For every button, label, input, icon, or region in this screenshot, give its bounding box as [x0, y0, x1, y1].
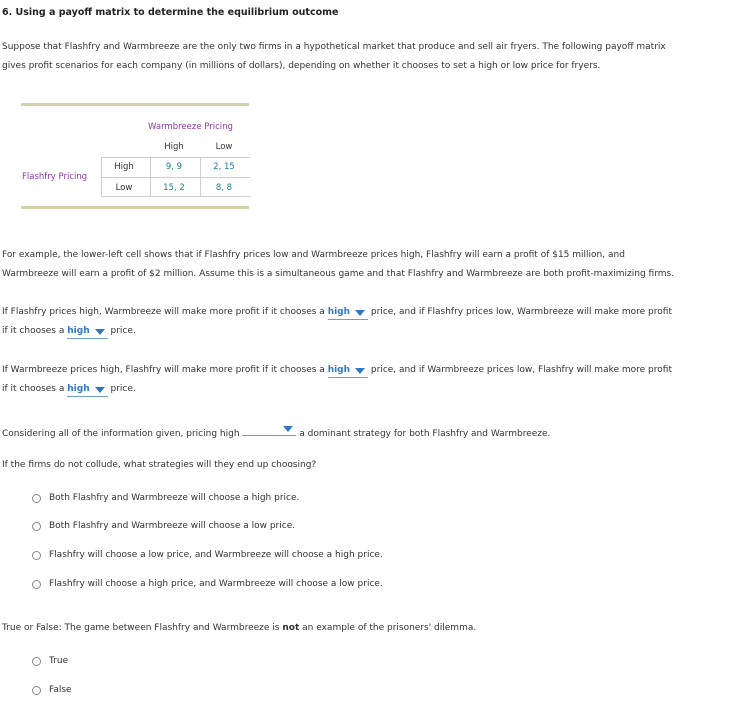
q2-dropdown-2[interactable]: high — [67, 383, 107, 397]
column-player-label: Warmbreeze Pricing — [148, 122, 233, 132]
chevron-down-icon — [95, 329, 105, 335]
q5-prompt: True or False: The game between Flashfry and Warmbreeze is not an example of the prisoners' dilemma. — [2, 623, 477, 633]
cell-low-low: 8, 8 — [215, 183, 233, 193]
row-header-low: Low — [115, 183, 133, 193]
example-line-2: Warmbreeze will earn a profit of $2 million. Assume this is a simultaneous game and that Flashfry and Warmbreeze are both profit-maximizing firms. — [2, 269, 675, 279]
q3-line: Considering all of the information given, pricing high a dominant strategy for both Flashfry and Warmbreeze. — [2, 422, 550, 439]
q1-dropdown-2[interactable]: high — [67, 325, 107, 339]
matrix-top-bar — [21, 103, 249, 106]
q1-line-2: if it chooses a high price. — [2, 325, 136, 339]
row-header-high: High — [114, 162, 134, 172]
intro-line-2: gives profit scenarios for each company (in millions of dollars), depending on whether it chooses to set a high or low price for fryers. — [2, 61, 601, 71]
q1-line-1: If Flashfry prices high, Warmbreeze will make more profit if it chooses a high price, and if Flashfry prices low, Warmbreeze will make more profit — [2, 306, 672, 320]
cell-low-high: 15, 2 — [163, 183, 185, 193]
q4-option-4[interactable]: Flashfry will choose a high price, and Warmbreeze will choose a low price. — [32, 579, 383, 589]
radio-circle-icon[interactable] — [32, 522, 41, 531]
chevron-down-icon — [95, 387, 105, 393]
q4-option-3[interactable]: Flashfry will choose a low price, and Warmbreeze will choose a high price. — [32, 550, 383, 560]
matrix-bottom-bar — [21, 206, 249, 209]
q2-dropdown-1[interactable]: high — [328, 364, 368, 378]
q5-option-false[interactable]: False — [32, 685, 72, 695]
col-header-high: High — [164, 142, 184, 152]
chevron-down-icon — [355, 310, 365, 316]
q4-prompt: If the firms do not collude, what strategies will they end up choosing? — [2, 460, 317, 470]
example-line-1: For example, the lower-left cell shows that if Flashfry prices low and Warmbreeze prices high, Flashfry will earn a profit of $15 million, and — [2, 250, 625, 260]
q4-option-1[interactable]: Both Flashfry and Warmbreeze will choose a high price. — [32, 493, 299, 503]
radio-circle-icon[interactable] — [32, 551, 41, 560]
row-player-label: Flashfry Pricing — [22, 172, 88, 182]
col-header-low: Low — [215, 142, 233, 152]
page-title: 6. Using a payoff matrix to determine the equilibrium outcome — [2, 7, 339, 18]
q2-line-2: if it chooses a high price. — [2, 383, 136, 397]
q5-option-true[interactable]: True — [32, 656, 68, 666]
radio-circle-icon[interactable] — [32, 657, 41, 666]
cell-high-high: 9, 9 — [165, 162, 183, 172]
radio-circle-icon[interactable] — [32, 494, 41, 503]
radio-circle-icon[interactable] — [32, 686, 41, 695]
intro-line-1: Suppose that Flashfry and Warmbreeze are the only two firms in a hypothetical market that produce and sell air fryers. The following payoff matrix — [2, 42, 666, 52]
radio-circle-icon[interactable] — [32, 580, 41, 589]
q3-dropdown[interactable] — [242, 422, 296, 436]
chevron-down-icon — [283, 426, 293, 432]
chevron-down-icon — [355, 368, 365, 374]
q1-dropdown-1[interactable]: high — [328, 306, 368, 320]
q2-line-1: If Warmbreeze prices high, Flashfry will make more profit if it chooses a high price, and if Warmbreeze prices low, Flashfry will make more profit — [2, 364, 672, 378]
q4-option-2[interactable]: Both Flashfry and Warmbreeze will choose a low price. — [32, 521, 295, 531]
cell-high-low: 2, 15 — [213, 162, 235, 172]
